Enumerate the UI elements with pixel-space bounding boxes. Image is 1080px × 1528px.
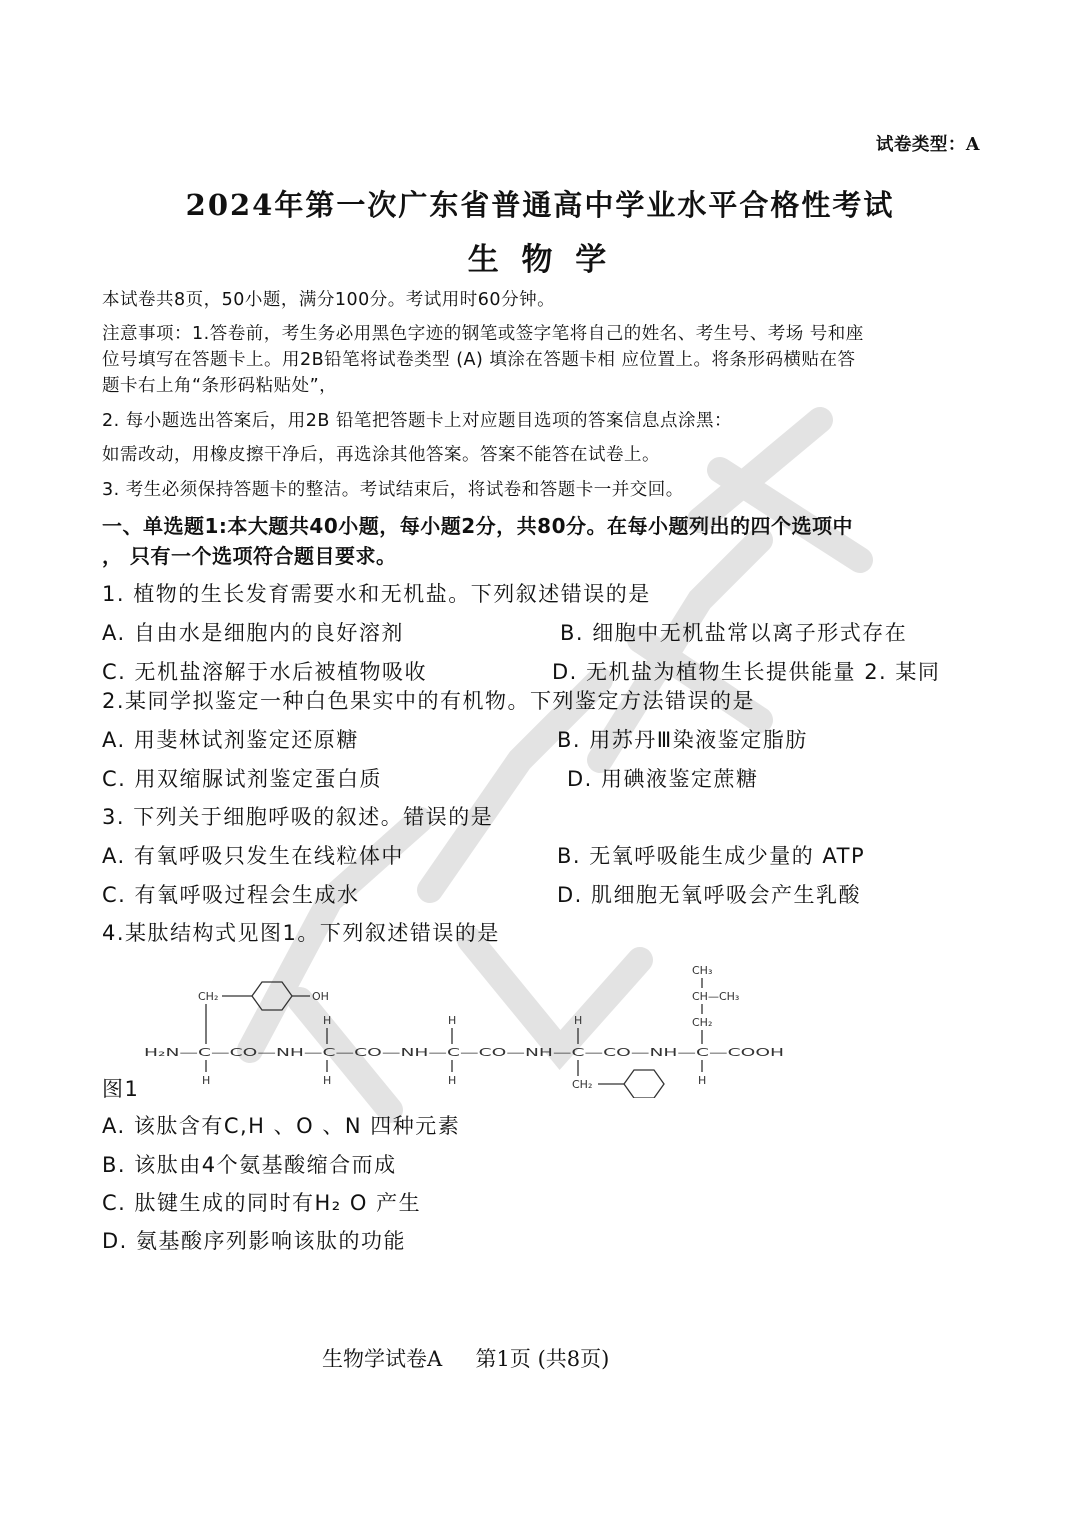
paper-type: 试卷类型：A — [875, 135, 980, 155]
side-chain-oh: OH — [312, 990, 329, 1003]
h-label: H — [323, 1014, 332, 1027]
benzene-ring-icon — [624, 1070, 664, 1098]
option-b: B. 该肽由4个氨基酸缩合而成 — [102, 1153, 397, 1177]
option-a: A. 用斐林试剂鉴定还原糖 — [102, 728, 359, 752]
h-label: H — [574, 1014, 583, 1027]
question-stem: 4.某肽结构式见图1。下列叙述错误的是 — [102, 921, 500, 945]
option-b: B. 细胞中无机盐常以离子形式存在 — [560, 621, 908, 645]
notes-line: 如需改动，用橡皮擦干净后，再选涂其他答案。答案不能答在试卷上。 — [102, 445, 660, 465]
page-footer: 生物学试卷A 第1页 (共8页) — [322, 1347, 610, 1371]
notes-line: 3. 考生必须保持答题卡的整洁。考试结束后，将试卷和答题卡一并交回。 — [102, 480, 684, 500]
option-a: A. 该肽含有C,H 、O 、N 四种元素 — [102, 1114, 461, 1138]
section-header: 一、单选题1:本大题共40小题，每小题2分，共80分。在每小题列出的四个选项中 — [102, 514, 853, 538]
option-c: C. 用双缩脲试剂鉴定蛋白质 — [102, 767, 383, 791]
side-chain-ch2: CH₂ — [572, 1078, 593, 1091]
exam-title: 2024年第一次广东省普通高中学业水平合格性考试 — [185, 188, 895, 222]
side-chain-ch: CH—CH₃ — [692, 990, 740, 1003]
side-chain-ch2: CH₂ — [198, 990, 219, 1003]
peptide-main-chain: H₂N—C—CO—NH—C—CO—NH—C—CO—NH—C—CO—NH—C—COOH — [144, 1046, 784, 1059]
subject-title: 生 物 学 — [467, 242, 613, 278]
h-label: H — [448, 1014, 457, 1027]
option-d: D. 无机盐为植物生长提供能量 2. 某同 — [552, 660, 941, 684]
option-c: C. 无机盐溶解于水后被植物吸收 — [102, 660, 428, 684]
figure-label: 图1 — [102, 1077, 140, 1101]
peptide-structure-figure — [140, 958, 800, 1098]
option-a: A. 自由水是细胞内的良好溶剂 — [102, 621, 404, 645]
h-label: H — [323, 1074, 332, 1087]
option-c: C. 有氧呼吸过程会生成水 — [102, 883, 360, 907]
option-a: A. 有氧呼吸只发生在线粒体中 — [102, 844, 404, 868]
exam-intro: 本试卷共8页，50小题，满分100分。考试用时60分钟。 — [102, 290, 556, 310]
option-b: B. 用苏丹Ⅲ染液鉴定脂肪 — [557, 728, 808, 752]
question-stem: 3. 下列关于细胞呼吸的叙述。错误的是 — [102, 805, 494, 829]
notes-line: 2. 每小题选出答案后，用2B 铅笔把答题卡上对应题目选项的答案信息点涂黑： — [102, 411, 732, 431]
notes-line: 题卡右上角“条形码粘贴处”， — [102, 376, 338, 396]
option-b: B. 无氧呼吸能生成少量的 ATP — [557, 844, 866, 868]
option-d: D. 用碘液鉴定蔗糖 — [567, 767, 759, 791]
side-chain-ch2: CH₂ — [692, 1016, 713, 1029]
h-label: H — [698, 1074, 707, 1087]
option-d: D. 肌细胞无氧呼吸会产生乳酸 — [557, 883, 862, 907]
question-stem: 2.某同学拟鉴定一种白色果实中的有机物。下列鉴定方法错误的是 — [102, 689, 756, 713]
notes-line: 位号填写在答题卡上。用2B铅笔将试卷类型 (A) 填涂在答题卡相 应位置上。将条形码横贴在答 — [102, 350, 856, 370]
notes-line: 注意事项：1.答卷前，考生务必用黑色字迹的钢笔或签字笔将自己的姓名、考生号、考场 号和座 — [102, 324, 864, 344]
h-label: H — [202, 1074, 211, 1087]
side-chain-ch3: CH₃ — [692, 964, 713, 977]
question-stem: 1. 植物的生长发育需要水和无机盐。下列叙述错误的是 — [102, 582, 651, 606]
benzene-ring-icon — [252, 982, 292, 1010]
section-header: ， 只有一个选项符合题目要求。 — [102, 544, 397, 568]
option-c: C. 肽键生成的同时有H₂ O 产生 — [102, 1191, 422, 1215]
option-d: D. 氨基酸序列影响该肽的功能 — [102, 1229, 407, 1253]
h-label: H — [448, 1074, 457, 1087]
